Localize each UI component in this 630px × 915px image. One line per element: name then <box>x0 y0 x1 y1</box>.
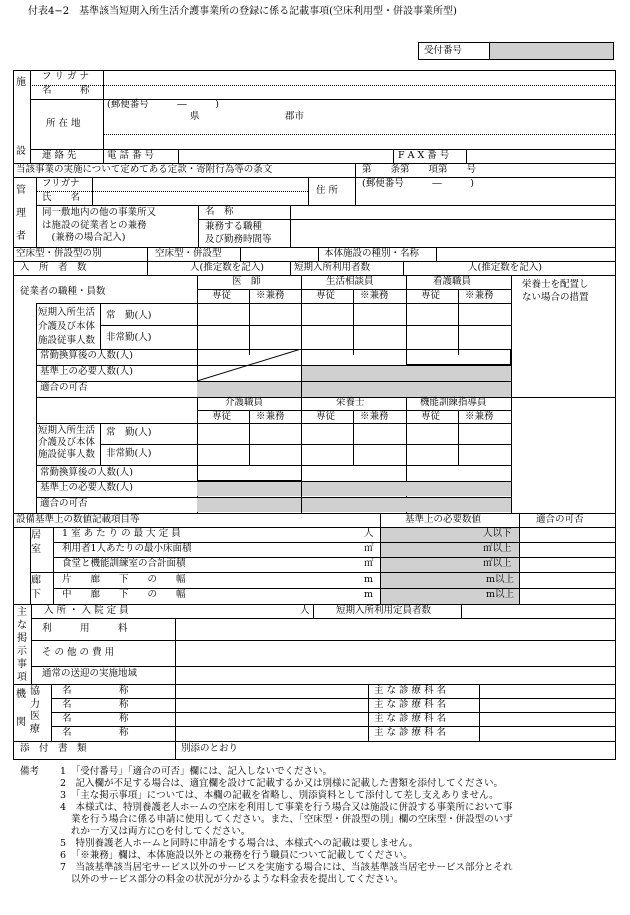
remark-4: 4 本様式は、特別養護老人ホームの空床を利用して事業を行う場合又は施設に併設する事業所において事 <box>60 802 513 813</box>
regulation-label: 当該事業の実施について定めてある定款・寄附行為等の条文 <box>16 164 273 175</box>
equip-item-center-corridor: 中 廊 下 の 幅 <box>62 589 186 600</box>
coop-name-2: 名 称 <box>62 699 129 710</box>
type-value[interactable]: 空床型・併設型 <box>155 248 222 259</box>
compliance-label: 適合の可否 <box>40 382 88 393</box>
manager-concurrent-name: 名 称 <box>205 206 234 217</box>
coop-name-1: 名 称 <box>62 685 129 696</box>
facility-postal: (郵便番号 ― ) <box>107 99 219 110</box>
notice-other-fee-label: そ の 他 の 費 用 <box>42 647 115 658</box>
parttime-label: 非常勤(人) <box>106 332 152 343</box>
facility-name-label: 名 称 <box>42 85 90 96</box>
equipment-compliance-header: 適合の可否 <box>536 514 584 525</box>
facility-location-label: 所 在 地 <box>46 118 81 129</box>
coop-dept-1: 主 な 診 療 科 名 <box>374 685 447 696</box>
col-trainer: 機能訓練指導員 <box>420 397 487 408</box>
nurse-fte-box[interactable] <box>406 349 511 365</box>
facility-phone-label: 電 話 番 号 <box>107 150 155 161</box>
attachment-label: 添 付 書 類 <box>20 743 87 754</box>
notice-fee-label: 利 用 料 <box>42 623 128 634</box>
remark-2: 2 記入欄が不足する場合は、適宜欄を設けて記載するか又は別様に記載した書類を添付してください。 <box>60 778 504 789</box>
short-stay-count-unit: 人(推定数を記入) <box>468 262 542 273</box>
facility-contact-label: 連 絡 先 <box>42 150 77 161</box>
facility-group-label: 施 <box>16 77 26 88</box>
coop-name-4: 名 称 <box>62 727 129 738</box>
corridor-group-label: 廊 下 <box>31 575 41 600</box>
notice-transport-label: 通常の送迎の実施地域 <box>42 668 138 679</box>
manager-concurrent-post: 兼務する職種 及び勤務時間等 <box>205 221 272 245</box>
remark-4-cont1: 業を行う場合に係る申請に使用してください。また、「空床型・併設型の別」欄の空床型・併設型のいず <box>71 814 513 825</box>
equip-item-max-per-room: 1 室 あ た り の 最 大 定 員 <box>62 528 181 539</box>
remark-3: 3 「主な掲示事項」については、本欄の記載を省略し、別添資料として添付して差し支えありません。 <box>60 790 499 801</box>
equip-item-dining-area: 食堂と機能訓練室の合計面積 <box>62 558 186 569</box>
receipt-number-label: 受付番号 <box>424 45 463 56</box>
required-count-label: 基準上の必要人数(人) <box>40 366 133 377</box>
manager-concurrent-label: 同一敷地内の他の事業所又 は施設の従業者との兼務 (兼務の場合記入) <box>42 207 157 243</box>
remark-4-cont2: れか一方又は両方に○を付してください。 <box>71 826 251 837</box>
main-facility-type-label: 本体施設の種別・名称 <box>324 248 420 259</box>
remark-7-cont: 以外のサービス部分の料金の状況が分かるような料金表を提出してください。 <box>71 874 404 885</box>
coop-dept-3: 主 な 診 療 科 名 <box>374 713 447 724</box>
regulation-clause: 第 条第 項第 号 <box>362 164 477 175</box>
manager-address-label: 住 所 <box>316 185 339 196</box>
facility-furigana-label: フ リ ガ ナ <box>42 71 90 82</box>
facility-prefecture: 県 <box>190 111 200 122</box>
remark-5: 5 特別養護老人ホームと同時に申請をする場合は、本様式への記載は要しません。 <box>60 838 419 849</box>
facility-fax-label: F A X 番 号 <box>398 150 450 161</box>
equipment-required-header: 基準上の必要数値 <box>405 514 482 525</box>
capacity-label: 入 所 者 数 <box>20 262 87 273</box>
manager-postal: (郵便番号 ― ) <box>362 178 474 189</box>
remarks-title: 備考 <box>20 766 40 777</box>
equipment-label: 設備基準上の数値記載項目等 <box>16 514 140 525</box>
fulltime-label: 常 勤(人) <box>106 310 152 321</box>
col-care-worker: 介護職員 <box>225 397 264 408</box>
capacity-unit: 人(推定数を記入) <box>190 262 264 273</box>
form-title: 付表4−2 基準該当短期入所生活介護事業所の登録に係る記載事項(空床利用型・併設事業所型) <box>28 6 457 17</box>
type-label: 空床型・併設型の別 <box>16 248 102 259</box>
manager-furigana-label: フリガナ <box>42 178 80 189</box>
remark-1: 1 「受付番号」「適合の可否」欄には、記入しないでください。 <box>60 766 333 777</box>
remark-7: 7 当該基準該当居宅サービス以外のサービスを実施する場合には、当該基準該当居宅サービス部分とそれ <box>60 862 513 873</box>
short-stay-count-label: 短期入所利用者数 <box>294 262 371 273</box>
cooperation-group-label: 機 関 <box>16 689 26 728</box>
remark-6: 6 「※兼務」欄は、本体施設以外との兼務を行う職員について記載してください。 <box>60 850 413 861</box>
facility-gun-city: 郡市 <box>285 111 305 122</box>
col-nurse: 看護職員 <box>433 276 472 287</box>
col-nutritionist: 栄養士 <box>336 397 365 408</box>
staff-group-label: 短期入所生活 介護及び本体 施設従事人数 <box>38 307 96 346</box>
attachment-value: 別添のとおり <box>181 743 239 754</box>
equip-item-single-corridor: 片 廊 下 の 幅 <box>62 574 186 585</box>
coop-name-3: 名 称 <box>62 713 129 724</box>
nutrition-measure-label: 栄養士を配置し ない場合の措置 <box>522 279 589 303</box>
coop-dept-4: 主 な 診 療 科 名 <box>374 727 447 738</box>
room-group-label: 居 室 <box>31 530 41 555</box>
manager-name-label: 氏 名 <box>42 192 81 203</box>
care-worker-fte-box[interactable] <box>197 465 302 481</box>
col-counselor: 生活相談員 <box>326 276 374 287</box>
coop-dept-2: 主 な 診 療 科 名 <box>374 699 447 710</box>
receipt-number-field[interactable] <box>490 43 613 59</box>
notice-capacity-label: 入 所 ・ 入 院 定 員 <box>44 605 129 616</box>
col-doctor: 医 師 <box>232 276 261 287</box>
fte-label: 常勤換算後の人数(人) <box>40 350 133 361</box>
notices-group-label: 主な掲示事項 <box>17 607 27 683</box>
notice-short-capacity-label: 短期入所利用定員者数 <box>336 605 432 616</box>
staff-table-title: 従業者の職種・員数 <box>20 286 106 297</box>
equip-item-min-area: 利用者1人あたりの最小床面積 <box>62 543 192 554</box>
